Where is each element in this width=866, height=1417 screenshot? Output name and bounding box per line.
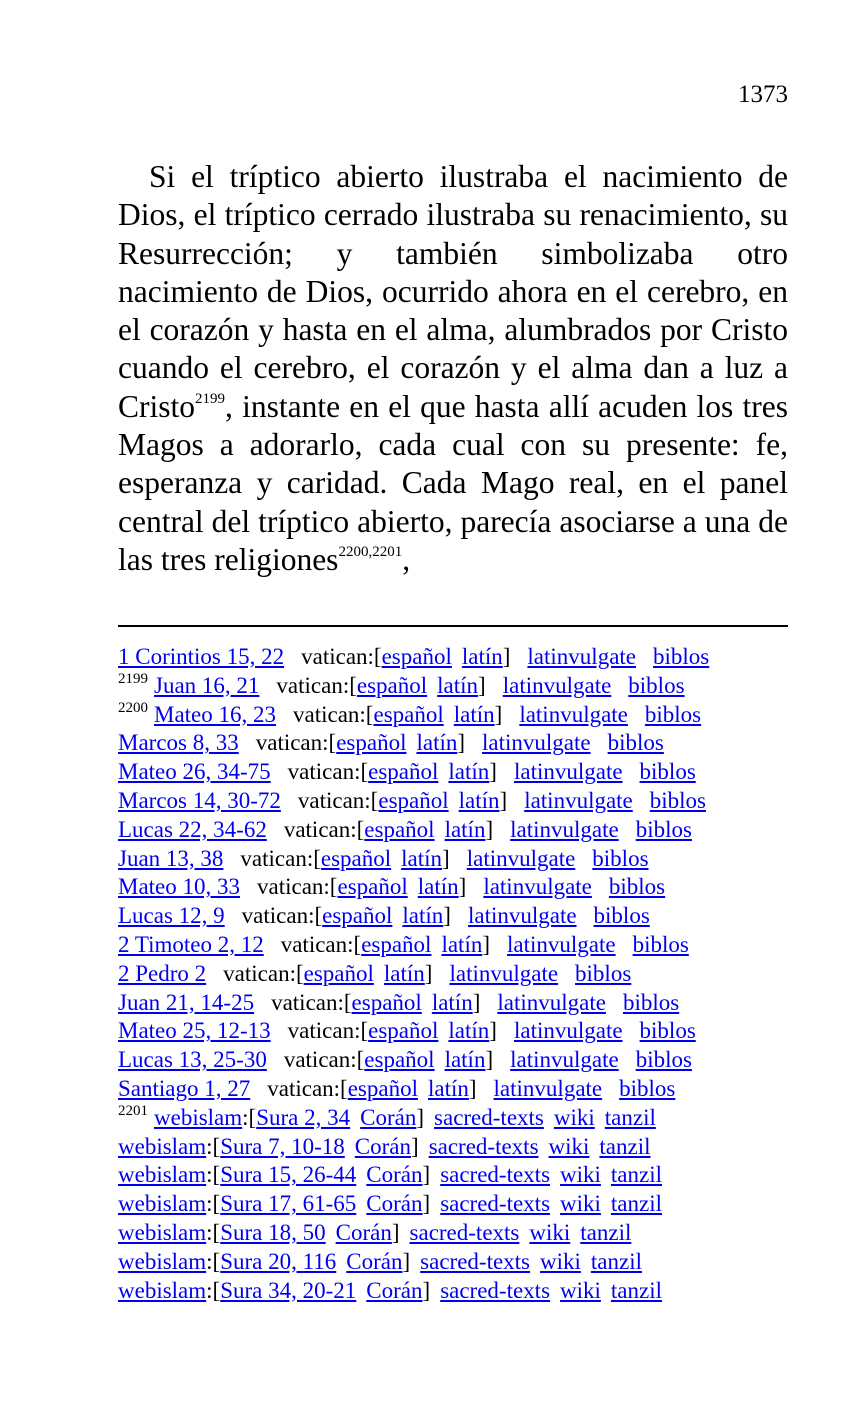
footnotes: [118, 643, 798, 1305]
espanol-link[interactable]: español: [322, 903, 393, 929]
paragraph-text-2: , instante en el que hasta allí acuden los tres Magos a adorarlo, cada cual con su presente: fe, esperanza y caridad. Cada Mago real, en el panel central del tríptico abierto, parecía asociarse a una de las tres religiones: [118, 388, 788, 577]
coran-link[interactable]: Corán: [366, 1162, 423, 1188]
colon-bracket: :[: [206, 1219, 221, 1245]
biblos-link[interactable]: biblos: [639, 759, 696, 785]
bible-reference-link[interactable]: Juan 13, 38: [118, 845, 224, 871]
bible-footnote-line: [118, 758, 798, 787]
latin-link[interactable]: latín: [444, 1047, 486, 1073]
biblos-link[interactable]: biblos: [635, 816, 692, 842]
sura-link[interactable]: Sura 17, 61-65: [220, 1191, 357, 1217]
close-bracket: ]: [411, 1133, 419, 1159]
coran-link[interactable]: Corán: [360, 1104, 417, 1130]
vatican-label: vatican:[: [297, 787, 379, 813]
close-bracket: ]: [489, 759, 497, 785]
sura-link[interactable]: Sura 2, 34: [256, 1104, 351, 1130]
bible-reference-link[interactable]: 2 Timoteo 2, 12: [118, 931, 264, 957]
close-bracket: ]: [485, 1047, 494, 1073]
latinvulgate-link[interactable]: latinvulgate: [449, 960, 559, 986]
latin-link[interactable]: latín: [401, 845, 443, 871]
quran-footnote-line: [118, 1219, 798, 1248]
espanol-link[interactable]: español: [361, 931, 432, 957]
page-number: 1373: [738, 81, 788, 108]
latin-link[interactable]: latín: [441, 931, 483, 957]
tanzil-link[interactable]: tanzil: [610, 1162, 663, 1188]
vatican-label: vatican:[: [280, 931, 362, 957]
footnote-ref-2199: 2199: [195, 390, 226, 407]
latinvulgate-link[interactable]: latinvulgate: [519, 701, 628, 727]
tanzil-link[interactable]: tanzil: [590, 1248, 642, 1274]
latin-link[interactable]: latín: [453, 701, 495, 727]
espanol-link[interactable]: español: [347, 1075, 418, 1101]
latin-link[interactable]: latín: [458, 787, 500, 813]
bible-reference-link[interactable]: Santiago 1, 27: [118, 1075, 251, 1101]
bible-reference-link[interactable]: 2 Pedro 2: [118, 960, 207, 986]
vatican-label: vatican:[: [293, 701, 374, 727]
bible-footnote-line: [118, 1046, 798, 1075]
coran-link[interactable]: Corán: [354, 1133, 412, 1159]
biblos-link[interactable]: biblos: [575, 960, 632, 986]
biblos-link[interactable]: biblos: [653, 644, 710, 669]
sacred-texts-link[interactable]: sacred-texts: [420, 1248, 531, 1274]
webislam-link[interactable]: webislam: [118, 1133, 207, 1159]
latinvulgate-link[interactable]: latinvulgate: [466, 845, 576, 871]
latinvulgate-link[interactable]: latinvulgate: [507, 931, 616, 957]
vatican-label: vatican:[: [255, 730, 337, 756]
biblos-link[interactable]: biblos: [644, 701, 702, 727]
tanzil-link[interactable]: tanzil: [604, 1104, 656, 1130]
bible-footnote-line: [118, 873, 798, 902]
webislam-link[interactable]: webislam: [118, 1191, 207, 1217]
biblos-link[interactable]: biblos: [628, 672, 685, 698]
close-bracket: ]: [494, 701, 503, 727]
espanol-link[interactable]: español: [336, 730, 407, 756]
bible-footnote-line: [118, 902, 798, 931]
vatican-label: vatican:[: [287, 1018, 369, 1044]
latinvulgate-link[interactable]: latinvulgate: [513, 759, 623, 785]
sacred-texts-link[interactable]: sacred-texts: [440, 1191, 551, 1217]
close-bracket: ]: [478, 672, 486, 698]
close-bracket: ]: [489, 1018, 497, 1044]
espanol-link[interactable]: español: [303, 960, 374, 986]
biblos-link[interactable]: biblos: [593, 903, 650, 929]
close-bracket: ]: [499, 787, 508, 813]
sura-link[interactable]: Sura 18, 50: [220, 1219, 326, 1245]
close-bracket: ]: [391, 1219, 400, 1245]
biblos-link[interactable]: biblos: [608, 874, 666, 900]
quran-footnote-line: [118, 1248, 798, 1277]
latin-link[interactable]: latín: [427, 1075, 469, 1101]
espanol-link[interactable]: español: [378, 787, 449, 813]
tanzil-link[interactable]: tanzil: [580, 1219, 632, 1245]
quran-footnote-line: [118, 1190, 798, 1219]
bible-footnote-line: [118, 816, 798, 845]
bible-footnote-line: [118, 989, 798, 1018]
colon-bracket: :[: [206, 1248, 221, 1274]
latinvulgate-link[interactable]: latinvulgate: [467, 903, 577, 929]
sacred-texts-link[interactable]: sacred-texts: [409, 1219, 520, 1245]
footnote-ref-separator: ,: [368, 543, 373, 560]
latin-link[interactable]: latín: [461, 644, 503, 669]
close-bracket: ]: [482, 931, 491, 957]
tanzil-link[interactable]: tanzil: [610, 1191, 663, 1217]
sura-link[interactable]: Sura 15, 26-44: [220, 1162, 357, 1188]
vatican-label: vatican:[: [287, 759, 369, 785]
wiki-link[interactable]: wiki: [553, 1104, 595, 1130]
wiki-link[interactable]: wiki: [560, 1277, 601, 1303]
vatican-label: vatican:[: [241, 903, 323, 929]
quran-footnote-line: [118, 1161, 798, 1190]
vatican-label: vatican:[: [283, 816, 365, 842]
close-bracket: ]: [402, 1248, 411, 1274]
bible-reference-link[interactable]: Juan 16, 21: [154, 672, 260, 698]
espanol-link[interactable]: español: [368, 1018, 439, 1044]
espanol-link[interactable]: español: [337, 874, 408, 900]
biblos-link[interactable]: biblos: [619, 1075, 676, 1101]
close-bracket: ]: [422, 1277, 431, 1303]
espanol-link[interactable]: español: [320, 845, 392, 871]
coran-link[interactable]: Corán: [346, 1248, 403, 1274]
bible-reference-link[interactable]: Juan 21, 14-25: [118, 989, 255, 1015]
biblos-link[interactable]: biblos: [649, 787, 706, 813]
wiki-link[interactable]: wiki: [540, 1248, 581, 1274]
colon-bracket: :[: [206, 1162, 221, 1188]
biblos-link[interactable]: biblos: [592, 845, 649, 871]
close-bracket: ]: [485, 816, 494, 842]
biblos-link[interactable]: biblos: [635, 1047, 692, 1073]
biblos-link[interactable]: biblos: [622, 989, 680, 1015]
latin-link[interactable]: latín: [417, 874, 459, 900]
latinvulgate-link[interactable]: latinvulgate: [502, 672, 612, 698]
latinvulgate-link[interactable]: latinvulgate: [483, 874, 592, 900]
wiki-link[interactable]: wiki: [529, 1219, 571, 1245]
colon-bracket: :[: [206, 1133, 221, 1159]
latin-link[interactable]: latín: [383, 960, 425, 986]
vatican-label: vatican:[: [271, 989, 352, 1015]
quran-footnote-line: [118, 1133, 798, 1162]
bible-footnote-line: [118, 960, 798, 989]
bible-footnote-line: [118, 643, 798, 672]
latinvulgate-link[interactable]: latinvulgate: [527, 644, 636, 669]
latinvulgate-link[interactable]: latinvulgate: [513, 1018, 623, 1044]
quran-footnote-line: [118, 1277, 798, 1306]
close-bracket: ]: [422, 1191, 431, 1217]
webislam-link[interactable]: webislam: [154, 1104, 243, 1130]
webislam-link[interactable]: webislam: [118, 1162, 207, 1188]
footnote-number: 2200: [118, 699, 148, 716]
latinvulgate-link[interactable]: latinvulgate: [493, 1075, 603, 1101]
bible-reference-link[interactable]: 1 Corintios 15, 22: [118, 644, 285, 669]
footnote-ref-2200: 2200: [338, 543, 369, 560]
sura-link[interactable]: Sura 20, 116: [220, 1248, 337, 1274]
latinvulgate-link[interactable]: latinvulgate: [510, 816, 619, 842]
webislam-link[interactable]: webislam: [118, 1219, 207, 1245]
wiki-link[interactable]: wiki: [548, 1133, 590, 1159]
sura-link[interactable]: Sura 34, 20-21: [220, 1277, 357, 1303]
bible-reference-link[interactable]: Mateo 26, 34-75: [118, 759, 271, 785]
footnote-ref-2201: 2201: [372, 543, 403, 560]
espanol-link[interactable]: español: [364, 816, 435, 842]
main-paragraph: [118, 158, 788, 579]
bible-footnote-line: [118, 729, 798, 758]
sacred-texts-link[interactable]: sacred-texts: [440, 1277, 551, 1303]
latin-link[interactable]: latín: [437, 672, 479, 698]
biblos-link[interactable]: biblos: [607, 730, 664, 756]
latin-link[interactable]: latín: [444, 816, 486, 842]
sacred-texts-link[interactable]: sacred-texts: [434, 1104, 544, 1130]
bible-footnote-line: [118, 845, 798, 874]
bible-reference-link[interactable]: Lucas 22, 34-62: [118, 816, 267, 842]
biblos-link[interactable]: biblos: [632, 931, 689, 957]
close-bracket: ]: [502, 644, 511, 669]
tanzil-link[interactable]: tanzil: [599, 1133, 651, 1159]
close-bracket: ]: [422, 1162, 431, 1188]
vatican-label: vatican:[: [301, 644, 382, 669]
wiki-link[interactable]: wiki: [560, 1191, 601, 1217]
latin-link[interactable]: latín: [416, 730, 458, 756]
bible-reference-link[interactable]: Mateo 16, 23: [154, 701, 277, 727]
wiki-link[interactable]: wiki: [560, 1162, 601, 1188]
bible-reference-link[interactable]: Lucas 12, 9: [118, 903, 225, 929]
sura-link[interactable]: Sura 7, 10-18: [220, 1133, 345, 1159]
bible-footnote-line: [118, 1075, 798, 1104]
close-bracket: ]: [457, 730, 466, 756]
latinvulgate-link[interactable]: latinvulgate: [497, 989, 606, 1015]
espanol-link[interactable]: español: [381, 644, 452, 669]
espanol-link[interactable]: español: [351, 989, 422, 1015]
coran-link[interactable]: Corán: [366, 1277, 423, 1303]
footnote-number: 2201: [118, 1102, 148, 1119]
latinvulgate-link[interactable]: latinvulgate: [510, 1047, 619, 1073]
vatican-label: vatican:[: [240, 845, 321, 871]
latinvulgate-link[interactable]: latinvulgate: [524, 787, 633, 813]
sacred-texts-link[interactable]: sacred-texts: [440, 1162, 551, 1188]
vatican-label: vatican:[: [257, 874, 338, 900]
close-bracket: ]: [472, 989, 481, 1015]
vatican-label: vatican:[: [267, 1075, 348, 1101]
bible-footnote-line: [118, 1017, 798, 1046]
close-bracket: ]: [442, 845, 450, 871]
biblos-link[interactable]: biblos: [639, 1018, 696, 1044]
latin-link[interactable]: latín: [402, 903, 444, 929]
paragraph-text-1: Si el tríptico abierto ilustraba el nacimiento de Dios, el tríptico cerrado ilustraba su renacimiento, su Resurrección; y también simbolizaba otro nacimiento de Dios, ocurrido ahora en el cerebro, en el corazón y hasta en el alma, alumbrados por Cristo cuando el cerebro, el corazón y el alma dan a luz a Cristo: [118, 159, 788, 424]
latin-link[interactable]: latín: [448, 759, 490, 785]
latinvulgate-link[interactable]: latinvulgate: [482, 730, 591, 756]
webislam-link[interactable]: webislam: [118, 1277, 207, 1303]
tanzil-link[interactable]: tanzil: [610, 1277, 663, 1303]
bible-footnote-line: [118, 931, 798, 960]
bible-footnote-line: [118, 787, 798, 816]
bible-reference-link[interactable]: Marcos 14, 30-72: [118, 787, 281, 813]
coran-link[interactable]: Corán: [366, 1191, 423, 1217]
espanol-link[interactable]: español: [373, 701, 444, 727]
quran-footnote-line: [118, 1104, 798, 1133]
colon-bracket: :[: [206, 1191, 221, 1217]
bible-footnote-line: [118, 672, 798, 701]
espanol-link[interactable]: español: [356, 672, 428, 698]
sacred-texts-link[interactable]: sacred-texts: [428, 1133, 539, 1159]
footnote-separator: [118, 625, 788, 627]
close-bracket: ]: [468, 1075, 477, 1101]
close-bracket: ]: [416, 1104, 425, 1130]
espanol-link[interactable]: español: [368, 759, 439, 785]
vatican-label: vatican:[: [283, 1047, 365, 1073]
coran-link[interactable]: Corán: [335, 1219, 392, 1245]
vatican-label: vatican:[: [223, 960, 304, 986]
close-bracket: ]: [458, 874, 467, 900]
close-bracket: ]: [424, 960, 433, 986]
footnote-number: 2199: [118, 670, 148, 687]
close-bracket: ]: [443, 903, 451, 929]
bible-reference-link[interactable]: Lucas 13, 25-30: [118, 1047, 267, 1073]
bible-footnote-line: [118, 701, 798, 730]
webislam-link[interactable]: webislam: [118, 1248, 207, 1274]
footnote-ref-2200-2201: [338, 544, 402, 560]
bible-reference-link[interactable]: Mateo 25, 12-13: [118, 1018, 271, 1044]
latin-link[interactable]: latín: [431, 989, 473, 1015]
vatican-label: vatican:[: [276, 672, 357, 698]
paragraph-text-3: ,: [402, 541, 411, 577]
colon-bracket: :[: [242, 1104, 257, 1130]
bible-reference-link[interactable]: Mateo 10, 33: [118, 874, 241, 900]
espanol-link[interactable]: español: [364, 1047, 435, 1073]
colon-bracket: :[: [206, 1277, 221, 1303]
latin-link[interactable]: latín: [448, 1018, 490, 1044]
bible-reference-link[interactable]: Marcos 8, 33: [118, 730, 239, 756]
